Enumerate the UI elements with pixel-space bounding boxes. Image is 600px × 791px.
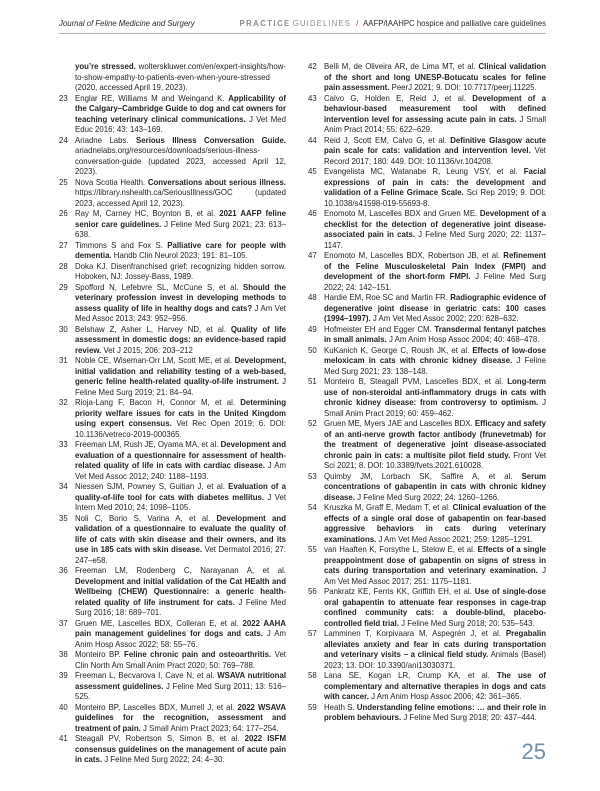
reference-entry bbox=[308, 545, 546, 587]
reference-entry bbox=[59, 62, 286, 94]
practice-label: PRACTICE bbox=[239, 18, 291, 28]
reference-source: Sci Rep 2019; 9. DOI: 10.1038/s41598-019-55693-8. bbox=[324, 188, 546, 208]
reference-entry bbox=[59, 136, 286, 178]
reference-title: Effects of a single preappointment dose of gabapentin on signs of stress in cats during transportation and veterinary examination. bbox=[324, 545, 547, 575]
reference-number: 45 bbox=[308, 167, 317, 176]
reference-authors: Lamminen T, Korpivaara M, Aspegrén J, et al. bbox=[324, 629, 506, 638]
reference-entry bbox=[308, 325, 546, 346]
reference-title: The use of complementary and alternative therapies in dogs and cats with cancer. bbox=[324, 671, 546, 701]
reference-entry bbox=[59, 566, 286, 619]
reference-text bbox=[75, 734, 286, 764]
reference-authors: Gruen ME, Myers JAE and Lascelles BDX. bbox=[324, 419, 475, 428]
reference-column-left bbox=[59, 62, 286, 766]
reference-number: 52 bbox=[308, 419, 317, 428]
reference-authors: Nova Scotia Health. bbox=[75, 177, 148, 187]
reference-number: 39 bbox=[59, 671, 68, 680]
reference-entry bbox=[308, 251, 546, 293]
reference-source: J Small Anim Pract 2019; 60: 459–462. bbox=[324, 398, 546, 418]
reference-text bbox=[324, 419, 546, 470]
reference-authors: Hofmeister EH and Egger CM. bbox=[324, 324, 435, 334]
reference-authors: Freeman LM, Rodenberg C, Narayanan A, et al. bbox=[75, 566, 286, 575]
reference-title: Applicability of the Calgary–Cambridge Guide to dog and cat owners for teaching veterinary clinical communications. bbox=[75, 93, 286, 124]
reference-title: Should the veterinary profession invest in developing methods to assess quality of life in healthy dogs and cats? bbox=[75, 282, 286, 313]
reference-title: Development and evaluation of a questionnaire for assessment of health-related quality of life in cats with cardiac disease. bbox=[75, 440, 286, 470]
reference-number: 58 bbox=[308, 671, 317, 680]
reference-source: https://library.nshealth.ca/SeriousIllness/GOC (updated 2023, accessed April 12, 2023). bbox=[75, 188, 286, 208]
reference-number: 34 bbox=[59, 482, 68, 491]
header-rule bbox=[59, 33, 546, 34]
reference-text bbox=[324, 94, 546, 135]
reference-source: ariadnelabs.org/resources/downloads/serious-illness-conversation-guide (updated 2023, accessed April 12, 2023). bbox=[75, 146, 286, 176]
reference-number: 53 bbox=[308, 471, 317, 481]
reference-number: 40 bbox=[59, 702, 68, 712]
reference-text bbox=[324, 293, 546, 323]
reference-title: Serious Illness Conversation Guide. bbox=[136, 135, 286, 145]
reference-entry bbox=[308, 94, 546, 136]
reference-number: 51 bbox=[308, 377, 317, 386]
reference-authors: van Haaften K, Forsythe L, Stelow E, et al. bbox=[324, 545, 478, 554]
reference-authors: Calvo G, Holden E, Reid J, et al. bbox=[324, 93, 473, 103]
reference-title: Development and initial validation of the Cat HEalth and Wellbeing (CHEW) Questionnaire: a generic health-related quality of life instrument for cats. bbox=[75, 576, 286, 607]
reference-text bbox=[324, 136, 546, 166]
reference-text bbox=[75, 514, 286, 565]
reference-source: J Feline Med Surg 2021; 23: 613–638. bbox=[75, 219, 286, 239]
reference-number: 49 bbox=[308, 324, 317, 334]
reference-text bbox=[75, 262, 286, 282]
guidelines-label: GUIDELINES bbox=[292, 18, 351, 28]
reference-source: J Feline Med Surg 2011; 13: 516–525. bbox=[75, 681, 286, 701]
reference-entry bbox=[308, 136, 546, 168]
reference-authors: Noli C, Borio S, Varina A, et al. bbox=[75, 513, 217, 523]
reference-entry bbox=[308, 209, 546, 251]
reference-source: Vet Rec Open 2019; 6. DOI: 10.1136/vetreco-2019-000365. bbox=[75, 419, 286, 439]
reference-entry bbox=[59, 671, 286, 703]
reference-source: J Feline Med Surg 2018; 20: 535–543. bbox=[398, 618, 535, 628]
section-label bbox=[240, 19, 546, 28]
reference-source: J Feline Med Surg 2022; 24: 4–30. bbox=[102, 755, 225, 764]
reference-text bbox=[324, 703, 546, 723]
reference-entry bbox=[308, 419, 546, 472]
reference-title: Refinement of the Feline Musculoskeletal Pain Index (FMPI) and development of the short-form FMPI. bbox=[324, 251, 546, 281]
reference-title: Radiographic evidence of degenerative joint disease in geriatric cats: 100 cases (1994–1997). bbox=[324, 293, 546, 323]
reference-entry bbox=[59, 209, 286, 241]
reference-text bbox=[75, 482, 286, 512]
reference-entry bbox=[59, 283, 286, 325]
reference-source: J Small Anim Pract 2023; 64: 177–254. bbox=[140, 723, 279, 733]
reference-source: J Am Vet Med Assoc 2021; 259: 1285–1291. bbox=[376, 534, 533, 544]
reference-authors: Evangelista MC, Watanabe R, Leung VSY, et al. bbox=[324, 167, 524, 176]
reference-text bbox=[324, 671, 546, 701]
reference-number: 31 bbox=[59, 356, 68, 365]
reference-title: 2022 AAHA pain management guidelines for dogs and cats. bbox=[75, 618, 286, 638]
reference-number: 59 bbox=[308, 702, 317, 712]
reference-entry bbox=[59, 241, 286, 262]
reference-entry bbox=[59, 325, 286, 357]
reference-entry bbox=[308, 346, 546, 378]
reference-title: Conversations about serious illness. bbox=[147, 177, 286, 187]
reference-number: 35 bbox=[59, 513, 68, 523]
reference-title: Feline chronic pain and osteoarthritis. bbox=[124, 650, 272, 659]
reference-source: J Feline Med Surg 2020; 22: 1137–1147. bbox=[324, 230, 546, 250]
reference-source: Vet Record 2017; 180: 449. DOI: 10.1136/vr.104208. bbox=[324, 146, 546, 166]
reference-text bbox=[75, 62, 286, 92]
reference-authors: Heath S. bbox=[324, 702, 357, 712]
reference-text bbox=[75, 283, 286, 324]
reference-number: 56 bbox=[308, 587, 317, 596]
reference-entry bbox=[308, 703, 546, 724]
reference-source: J Am Vet Med Assoc 2013; 243: 952–956. bbox=[75, 303, 286, 323]
reference-text bbox=[324, 503, 546, 544]
reference-text bbox=[75, 136, 286, 177]
reference-text bbox=[324, 545, 546, 586]
reference-title: Long-term use of non-steroidal anti-inflammatory drugs in cats with chronic kidney disease: from controversy to optimism. bbox=[324, 377, 546, 407]
reference-title: Use of single-dose oral gabapentin to attenuate fear responses in cage-trap confined community cats: a double-blind, placebo-controlled field trial. bbox=[324, 587, 546, 628]
reference-title: Development and validation of a questionnaire to evaluate the quality of life of cats with skin disease and their owners, and its use in 185 cats with skin disease. bbox=[75, 513, 286, 554]
reference-authors: Monteiro B, Steagall PVM, Lascelles BDX, et al. bbox=[324, 377, 508, 386]
page-header bbox=[59, 14, 546, 32]
reference-source: J Feline Med Surg 2018; 20: 437–444. bbox=[401, 713, 537, 722]
reference-text bbox=[75, 356, 286, 397]
reference-entry bbox=[308, 62, 546, 94]
reference-title: Palliative care for people with dementia. bbox=[75, 240, 286, 260]
reference-number: 47 bbox=[308, 251, 317, 260]
reference-source: J Small Anim Pract 2014; 55: 622–629. bbox=[324, 114, 546, 134]
reference-number: 23 bbox=[59, 93, 68, 103]
reference-source: Handb Clin Neurol 2023; 191: 81–105. bbox=[111, 251, 248, 260]
reference-source: J Vet Intern Med 2010; 24: 1098–1105. bbox=[75, 492, 286, 512]
reference-number: 25 bbox=[59, 177, 68, 187]
reference-authors: KuKanich K, George C, Roush JK, et al. bbox=[324, 345, 473, 355]
reference-authors: Freeman L, Becvarova I, Cave N, et al. bbox=[75, 671, 218, 680]
reference-entry bbox=[308, 377, 546, 419]
reference-entry bbox=[308, 503, 546, 545]
page-number: 25 bbox=[521, 739, 546, 764]
reference-title: Development of a behaviour-based measurement tool with defined intervention level for assessing acute pain in cats. bbox=[324, 93, 546, 124]
reference-text bbox=[324, 377, 546, 418]
reference-entry bbox=[59, 482, 286, 514]
reference-authors: Lana SE, Kogan LR, Crump KA, et al. bbox=[324, 671, 497, 680]
reference-number: 28 bbox=[59, 261, 68, 271]
reference-authors: Quimby JM, Lorbach SK, Saffire A, et al. bbox=[324, 471, 522, 481]
reference-text bbox=[324, 346, 546, 376]
reference-text bbox=[324, 209, 546, 250]
reference-authors: Pankratz KE, Ferris KK, Griffith EH, et al. bbox=[324, 587, 475, 596]
reference-authors: Ariadne Labs. bbox=[75, 135, 137, 145]
reference-authors: Enomoto M, Lascelles BDX and Gruen ME. bbox=[324, 209, 480, 218]
reference-number: 41 bbox=[59, 734, 68, 743]
reference-entry bbox=[308, 293, 546, 325]
reference-source: J Am Vet Med Assoc 2012; 240: 1188–1193. bbox=[75, 461, 286, 481]
reference-text bbox=[324, 251, 546, 292]
reference-title: Effects of low-dose meloxicam in cats with chronic kidney disease. bbox=[324, 345, 546, 365]
reference-text bbox=[324, 472, 546, 502]
reference-title: 2022 ISFM consensus guidelines on the management of acute pain in cats. bbox=[75, 734, 286, 764]
reference-text bbox=[75, 440, 286, 481]
reference-title: Efficacy and safety of an anti-nerve growth factor antibody (frunevetmab) for the treatment of degenerative joint disease-associated chronic pain in cats: a multisite pilot field study. bbox=[324, 419, 546, 460]
reference-text bbox=[324, 587, 546, 628]
reference-title: Clinical validation of the short and long UNESP-Botucatu scales for feline pain assessment. bbox=[324, 62, 547, 92]
reference-authors: Enomoto M, Lascelles BDX, Robertson JB, et al. bbox=[324, 251, 504, 260]
reference-text bbox=[75, 209, 286, 239]
reference-title: Evaluation of a quality-of-life tool for cats with diabetes mellitus. bbox=[75, 482, 286, 502]
reference-entry bbox=[59, 703, 286, 735]
reference-source: J Vet Med Educ 2016; 43: 143–169. bbox=[75, 114, 287, 134]
reference-column-right bbox=[308, 62, 546, 724]
reference-text bbox=[324, 62, 546, 92]
reference-authors: Timmons S and Fox S. bbox=[75, 240, 168, 250]
reference-authors: Belshaw Z, Asher L, Harvey ND, et al. bbox=[75, 324, 231, 334]
reference-number: 24 bbox=[59, 135, 68, 145]
reference-authors: Ray M, Carney HC, Boynton B, et al. bbox=[75, 209, 220, 218]
reference-number: 32 bbox=[59, 398, 68, 407]
reference-number: 44 bbox=[308, 135, 317, 145]
reference-number: 48 bbox=[308, 293, 317, 302]
reference-text bbox=[75, 671, 286, 701]
reference-source: PeerJ 2021; 9. DOI: 10.7717/peerj.11225. bbox=[389, 83, 537, 92]
reference-authors: Steagall PV, Robertson S, Simon B, et al. bbox=[75, 734, 245, 743]
reference-title: you’re stressed. bbox=[75, 62, 136, 71]
reference-entry bbox=[59, 440, 286, 482]
reference-title: Transdermal fentanyl patches in small animals. bbox=[324, 324, 547, 344]
reference-text bbox=[75, 94, 286, 135]
reference-text bbox=[75, 703, 286, 733]
reference-title: Quality of life assessment in domestic dogs: an evidence-based rapid review. bbox=[75, 324, 286, 355]
reference-source: wolterskluwer.com/en/expert-insights/how-to-show-empathy-to-patients-even-when-youre-stressed (2020, accessed April 19, 2023). bbox=[75, 62, 287, 92]
reference-source: J Am Anim Hosp Assoc 2006; 42: 361–365. bbox=[368, 692, 522, 701]
reference-source: Vet Clin North Am Small Anim Pract 2020; 50: 769–788. bbox=[75, 650, 286, 670]
reference-source: Vet J 2015; 206: 203–212 bbox=[101, 345, 193, 355]
reference-authors: Monteiro BP. bbox=[75, 650, 125, 659]
reference-number: 54 bbox=[308, 503, 317, 512]
reference-title: WSAVA nutritional assessment guidelines. bbox=[75, 671, 286, 691]
reference-entry bbox=[59, 356, 286, 398]
reference-entry bbox=[59, 262, 286, 283]
reference-source: J Feline Med Surg 2016; 18: 689–701. bbox=[75, 597, 286, 617]
reference-authors: Belli M, de Oliveira AR, de Lima MT, et al. bbox=[324, 62, 479, 71]
reference-authors: Englar RE, Williams M and Weingand K. bbox=[75, 93, 229, 103]
reference-authors: Spofford N, Lefebvre SL, McCune S, et al. bbox=[75, 282, 244, 292]
reference-title: Development, initial validation and reliability testing of a web-based, generic feline health-related quality-of-life instrument. bbox=[75, 356, 286, 386]
reference-entry bbox=[59, 398, 286, 440]
reference-number: 30 bbox=[59, 324, 68, 334]
reference-authors: Rioja-Lang F, Bacon H, Connor M, et al. bbox=[75, 398, 241, 407]
header-separator: / bbox=[356, 18, 359, 28]
reference-number: 38 bbox=[59, 650, 68, 659]
reference-authors: Freeman LM, Rush JE, Oyama MA, et al. bbox=[75, 440, 221, 449]
reference-source: Animals (Basel) 2023; 13. DOI: 10.3390/ani13030371. bbox=[324, 650, 547, 670]
reference-authors: Gruen ME, Lascelles BDX, Colleran E, et al. bbox=[75, 618, 243, 628]
reference-number: 46 bbox=[308, 209, 317, 218]
reference-text bbox=[324, 325, 546, 345]
reference-text bbox=[324, 629, 546, 670]
reference-text bbox=[75, 398, 286, 439]
reference-text bbox=[75, 178, 286, 208]
reference-entry bbox=[59, 650, 286, 671]
reference-title: 2022 WSAVA guidelines for the recognition, assessment and treatment of pain. bbox=[75, 702, 286, 733]
reference-text bbox=[75, 325, 286, 355]
reference-title: Serum concentrations of gabapentin in cats with chronic kidney disease. bbox=[324, 471, 546, 502]
reference-number: 29 bbox=[59, 282, 68, 292]
reference-number: 33 bbox=[59, 440, 68, 449]
reference-text bbox=[75, 241, 286, 261]
reference-entry bbox=[59, 619, 286, 651]
reference-title: 2021 AAFP feline senior care guidelines. bbox=[75, 209, 286, 229]
reference-number: 50 bbox=[308, 345, 317, 355]
reference-source: J Feline Med Surg 2021; 23: 138–148. bbox=[324, 356, 546, 376]
reference-authors: Kruszka M, Graff E, Medam T, et al. bbox=[324, 503, 453, 512]
reference-source: J Am Vet Med Assoc 2017; 251: 1175–1181. bbox=[324, 566, 547, 586]
reference-entry bbox=[308, 671, 546, 703]
reference-source: J Feline Med Surg 2022; 24: 142–151. bbox=[324, 272, 546, 292]
reference-text bbox=[324, 167, 546, 208]
reference-source: Vet Dermatol 2016; 27: 247–e58. bbox=[75, 545, 286, 565]
reference-title: Clinical evaluation of the effects of a single oral dose of gabapentin on fear-based aggressive behaviors in cats during veterinary examinations. bbox=[324, 503, 546, 544]
reference-entry bbox=[308, 472, 546, 504]
reference-number: 42 bbox=[308, 62, 317, 71]
reference-source: J Am Vet Med Assoc 2002; 220: 628–632. bbox=[370, 314, 519, 323]
reference-number: 26 bbox=[59, 209, 68, 218]
reference-entry bbox=[308, 167, 546, 209]
reference-source: J Feline Med Surg 2022; 24: 1260–1266. bbox=[354, 492, 500, 502]
reference-source: J Feline Med Surg 2019; 21: 84–94. bbox=[75, 377, 286, 397]
reference-source: J Am Anim Hosp Assoc 2004; 40: 468–478. bbox=[386, 335, 540, 344]
reference-entry bbox=[59, 514, 286, 567]
reference-title: Determining priority welfare issues for cats in the United Kingdom using expert consensus. bbox=[75, 398, 286, 428]
reference-authors: Niessen SJM, Powney S, Guitian J, et al. bbox=[75, 482, 229, 491]
guideline-topic: AAFP/IAAHPC hospice and palliative care guidelines bbox=[363, 18, 546, 28]
reference-number: 55 bbox=[308, 545, 317, 554]
reference-authors: Doka KJ. Disenfranchised grief: recognizing hidden sorrow. Hoboken, NJ: Jossey-Bass, 1989. bbox=[75, 261, 286, 281]
reference-number: 37 bbox=[59, 618, 68, 628]
reference-authors: Hardie EM, Roe SC and Martin FR. bbox=[324, 293, 451, 302]
reference-text bbox=[75, 650, 286, 670]
reference-text bbox=[75, 566, 286, 617]
reference-entry bbox=[308, 587, 546, 629]
reference-title: Facial expressions of pain in cats: the development and validation of a Feline Grimace Scale. bbox=[324, 167, 546, 197]
reference-entry bbox=[59, 178, 286, 210]
reference-title: Development of a checklist for the detection of degenerative joint disease-associated pain in cats. bbox=[324, 209, 546, 239]
reference-title: Pregabalin alleviates anxiety and fear in cats during transportation and veterinary visits – a clinical field study. bbox=[324, 629, 546, 659]
reference-authors: Monteiro BP, Lascelles BDX, Murrell J, et al. bbox=[75, 702, 238, 712]
reference-entry bbox=[59, 94, 286, 136]
reference-authors: Reid J, Scott EM, Calvo G, et al. bbox=[324, 135, 451, 145]
reference-number: 27 bbox=[59, 240, 68, 250]
reference-source: Front Vet Sci 2021; 8. DOI: 10.3389/fvets.2021.610028. bbox=[324, 450, 546, 470]
reference-title: Definitive Glasgow acute pain scale for cats: validation and intervention level. bbox=[324, 135, 546, 155]
reference-number: 57 bbox=[308, 629, 317, 638]
reference-authors: Noble CE, Wiseman-Orr LM, Scott ME, et al. bbox=[75, 356, 235, 365]
reference-entry bbox=[59, 734, 286, 766]
reference-title: Understanding feline emotions: … and their role in problem behaviours. bbox=[324, 702, 547, 722]
reference-number: 36 bbox=[59, 566, 68, 575]
reference-source: J Am Anim Hosp Assoc 2022; 58: 55–76. bbox=[75, 629, 286, 649]
reference-number: 43 bbox=[308, 93, 317, 103]
journal-title: Journal of Feline Medicine and Surgery bbox=[59, 18, 195, 28]
reference-text bbox=[75, 619, 286, 649]
reference-entry bbox=[308, 629, 546, 671]
